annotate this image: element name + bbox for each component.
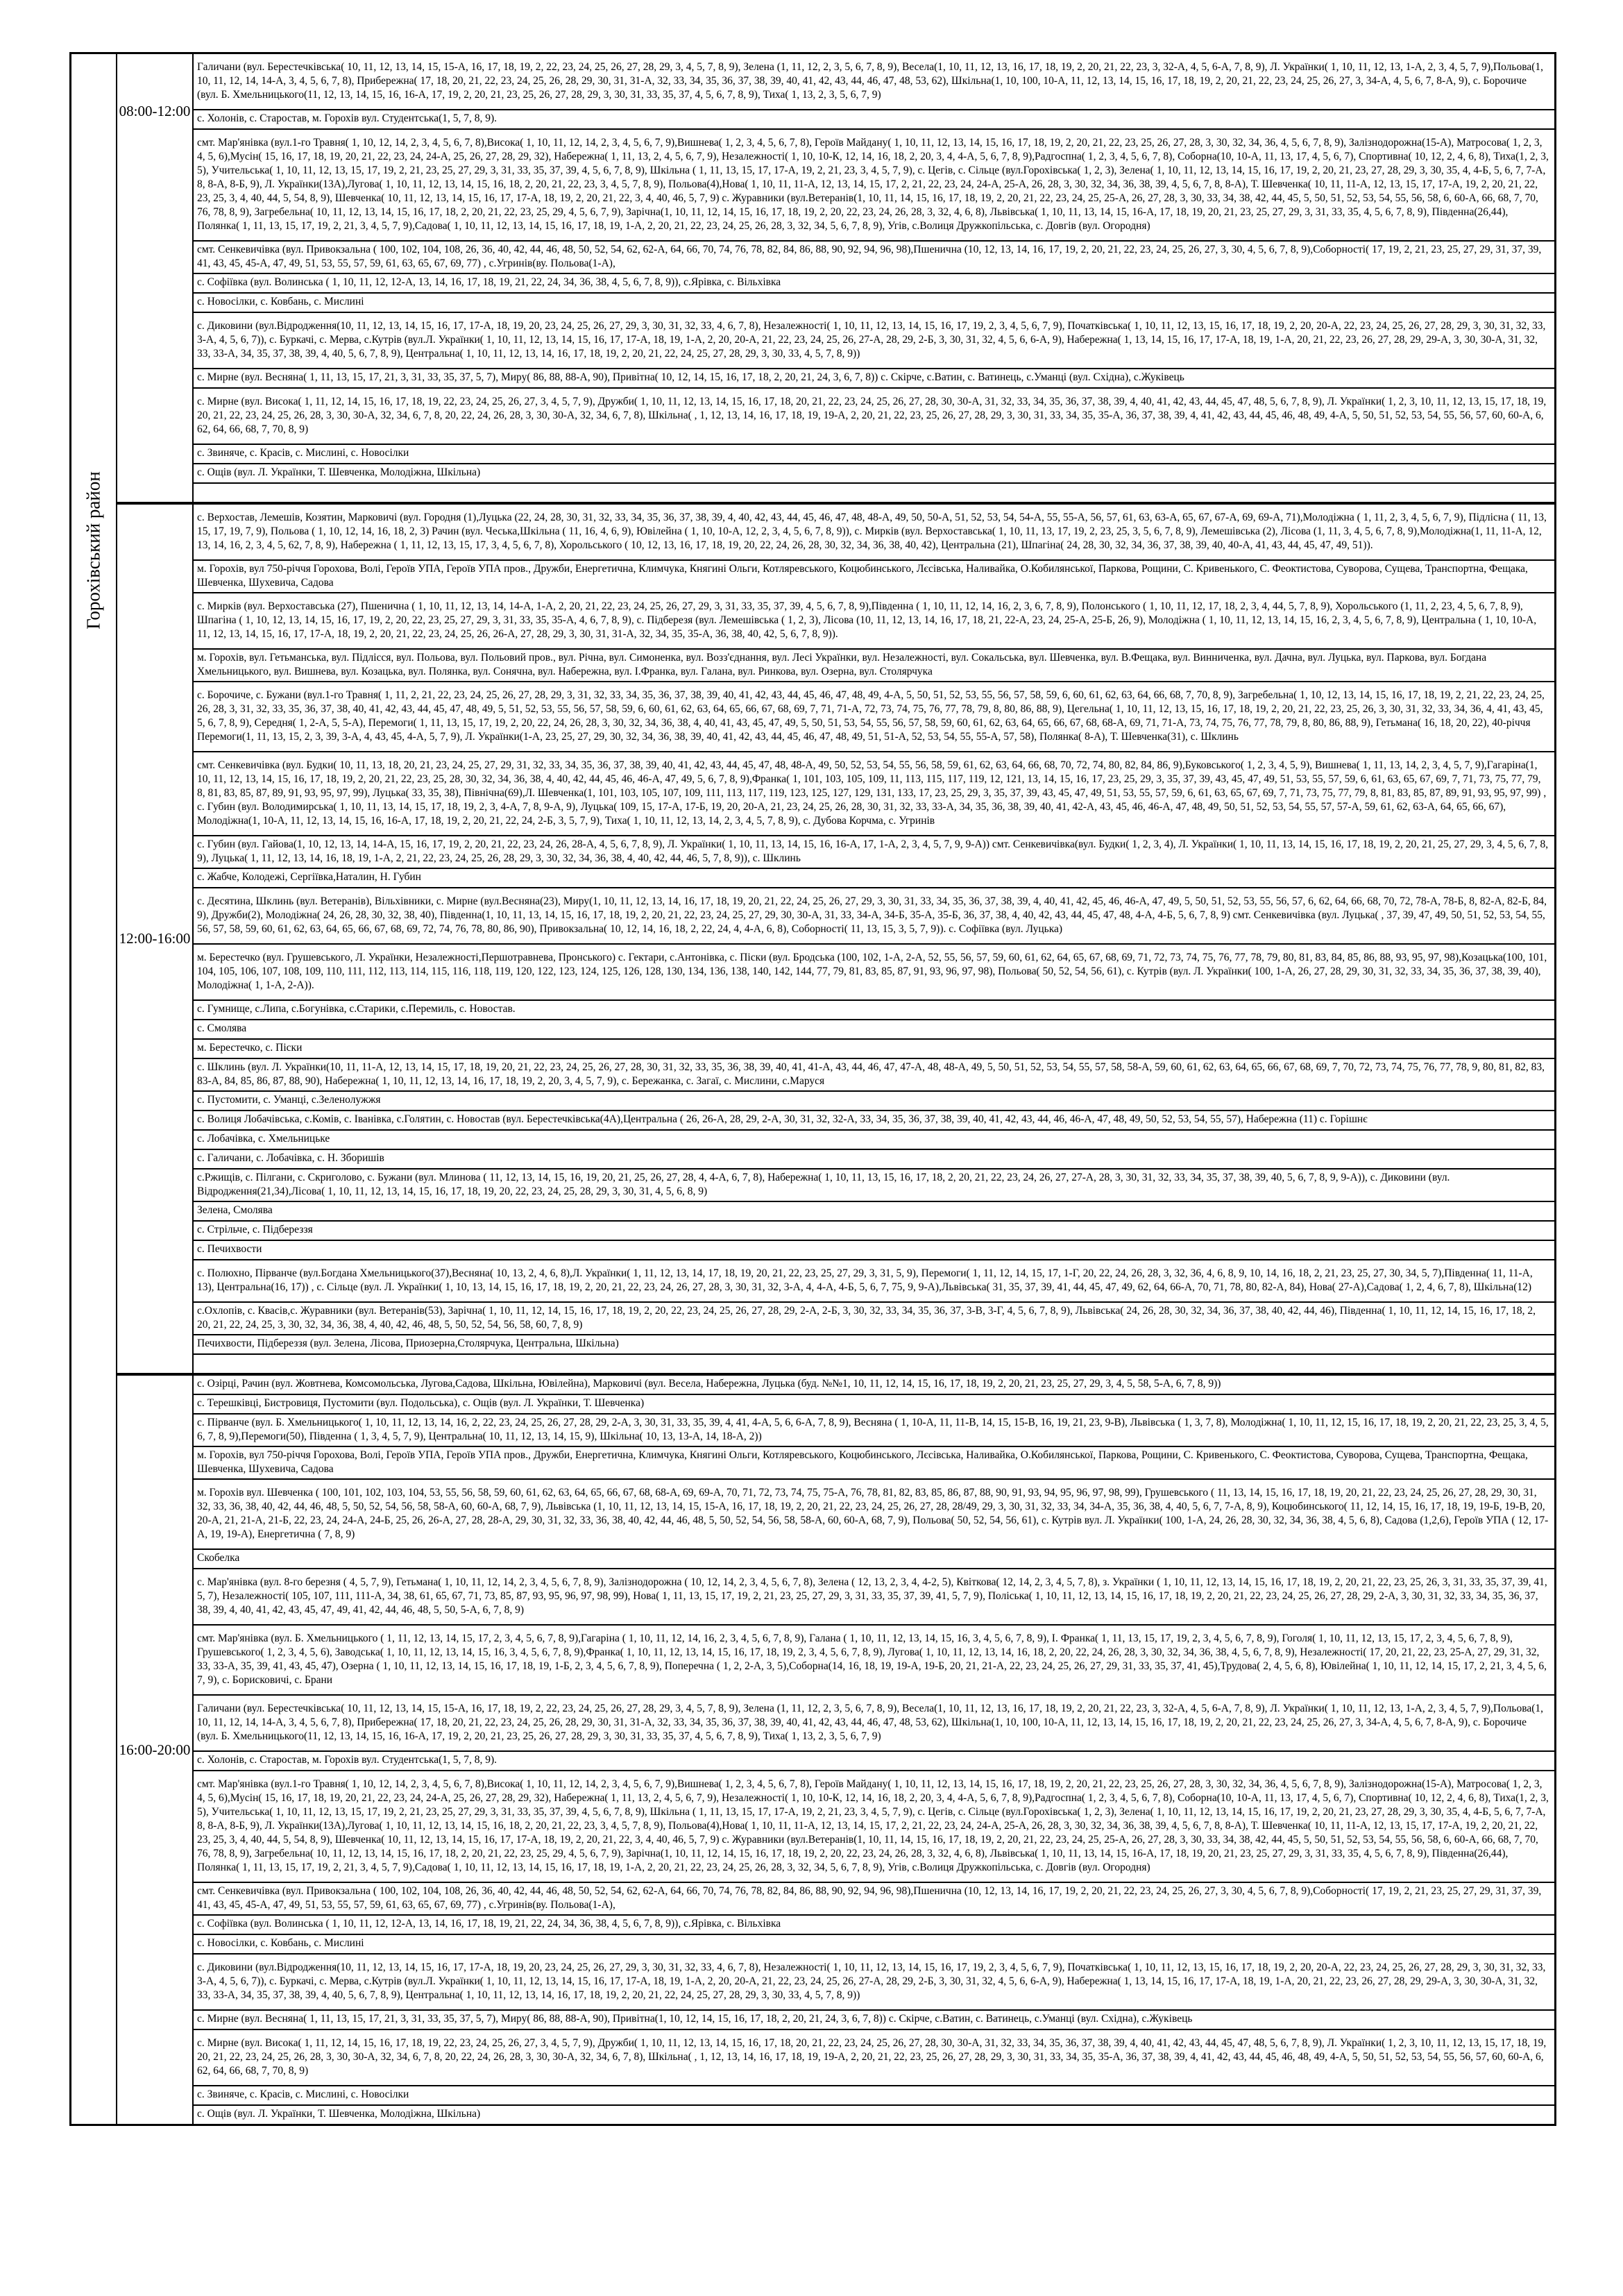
time-slot-label: 08:00-12:00 [119,103,191,119]
empty-row [194,484,1554,502]
schedule-row: м. Берестечко, с. Піски [194,1040,1554,1059]
empty-row [194,1355,1554,1373]
schedule-row: с. Волиця Лобачівська, с.Комів, с. Іванівка, с.Голятин, с. Новостав (вул. Берестечківська(4А),Центральна ( 26, 26-А, 28, 29, 2-А, 30, 31, 32, 32-А, 33, 34, 35, 36, 37, 38, 39, 40, 41, 42, 43, 44, 46, 46-А, 47, 48, 49, 50, 52, 53, 54, 55, 57), Набережна (11) с. Горішнє [194,1111,1554,1131]
schedule-row: с. Мирне (вул. Висока( 1, 11, 12, 14, 15, 16, 17, 18, 19, 22, 23, 24, 25, 26, 27, 3, 4, 5, 7, 9), Дружби( 1, 10, 11, 12, 13, 14, 15, 16, 17, 18, 20, 21, 22, 23, 24, 25, 26, 27, 28, 30, 30-А, 31, 32, 33, 34, 35, 36, 37, 38, 39, 4, 40, 41, 42, 43, 44, 45, 47, 48, 5, 6, 7, 8, 9), Л. Українки( 1, 2, 3, 10, 11, 12, 13, 15, 17, 18, 19, 20, 21, 22, 23, 24, 25, 26, 28, 3, 30, 30-А, 32, 34, 6, 7, 8, 20, 22, 24, 26, 28, 3, 30, 30-А, 32, 34, 6, 7, 8), Шкільна( , 1, 12, 13, 14, 16, 17, 18, 19, 19-А, 2, 20, 21, 22, 23, 25, 26, 27, 28, 29, 3, 30, 31, 33, 34, 35, 35-А, 36, 37, 38, 39, 4, 41, 42, 43, 44, 45, 46, 48, 49, 4-А, 5, 50, 51, 52, 53, 54, 55, 56, 57, 60, 60-А, 6, 62, 64, 66, 68, 7, 70, 8, 9) [194,389,1554,445]
schedule-row: с. Мирне (вул. Весняна( 1, 11, 13, 15, 17, 21, 3, 31, 33, 35, 37, 5, 7), Миру( 86, 88, 88-А, 90), Привітна( 10, 12, 14, 15, 16, 17, 18, 2, 20, 21, 24, 3, 6, 7, 8)) с. Скірче, с.Ватин, с. Ватинець, с.Уманці (вул. Східна), с.Жуківець [194,369,1554,389]
schedule-row: с.Ржищів, с. Пілгани, с. Скриголово, с. Бужани (вул. Млинова ( 11, 12, 13, 14, 15, 16, 19, 20, 21, 25, 26, 27, 28, 4, 4-А, 6, 7, 8), Набережна( 1, 10, 11, 13, 15, 16, 17, 18, 2, 20, 21, 22, 23, 24, 26, 27, 27-А, 28, 3, 30, 31, 32, 33, 34, 35, 37, 38, 39, 40, 5, 6, 7, 8, 9, 9-А)), с. Диковини (вул. Відродження(21,34),Лісова( 1, 10, 11, 12, 13, 14, 15, 16, 17, 18, 19, 20, 22, 23, 24, 25, 28, 29, 3, 30, 31, 4, 5, 6, 8, 9) [194,1170,1554,1202]
schedule-row: с. Полюхно, Пірванче (вул.Богдана Хмельницького(37),Весняна( 10, 13, 2, 4, 6, 8),Л. Українки( 1, 11, 12, 13, 14, 17, 18, 19, 20, 21, 22, 23, 25, 27, 29, 3, 31, 5, 9), Перемоги( 1, 11, 12, 14, 15, 17, 1-Г, 20, 22, 24, 26, 28, 3, 32, 36, 4, 6, 8, 9, 10, 14, 16, 18, 2, 21, 23, 25, 27, 30, 34, 5, 7),Південна( 11, 11-А, 13), Центральна(16, 17)) , с. Сільце (вул. Л. Українки( 1, 10, 13, 14, 15, 16, 17, 18, 19, 2, 20, 21, 22, 23, 24, 26, 27, 28, 3, 30, 31, 32, 3-А, 4, 4-А, 4-Б, 5, 6, 7, 75, 9, 9-А),Львівська( 31, 35, 37, 39, 41, 44, 45, 47, 49, 62, 64, 66-А, 70, 71, 78, 80, 82-А, 84), Нова( 27-А),Садова( 1, 2, 4, 6, 7, 8), Шкільна(12) [194,1260,1554,1303]
schedule-row: с. Губин (вул. Гайова(1, 10, 12, 13, 14, 14-А, 15, 16, 17, 19, 2, 20, 21, 22, 23, 24, 26, 28-А, 4, 5, 6, 7, 8, 9), Л. Українки( 1, 10, 11, 13, 14, 15, 16, 16-А, 17, 1-А, 2, 3, 4, 5, 7, 9, 9-А)) смт. Сенкевичівка(вул. Будки( 1, 2, 3, 4), Л. Українки( 1, 10, 11, 13, 14, 15, 16, 17, 18, 19, 2, 20, 21, 25, 27, 29, 3, 4, 5, 6, 7, 8, 9), Луцька( 1, 11, 12, 13, 14, 16, 18, 19, 1-А, 2, 21, 22, 23, 24, 25, 26, 28, 29, 3, 30, 32, 34, 36, 38, 4, 40, 42, 44, 46, 5, 7, 8, 9)), с. Шклинь [194,836,1554,869]
schedule-row: с.Охлопів, с. Квасів,с. Журавники (вул. Ветеранів(53), Зарічна( 1, 10, 11, 12, 14, 15, 16, 17, 18, 19, 2, 20, 22, 23, 24, 25, 26, 27, 28, 29, 2-А, 2-Б, 3, 30, 32, 33, 34, 35, 36, 37, 3-В, 3-Г, 4, 5, 6, 7, 8, 9), Львівська( 24, 26, 28, 30, 32, 34, 36, 37, 38, 40, 42, 44, 46), Південна( 1, 10, 11, 12, 14, 15, 16, 17, 18, 2, 20, 21, 22, 24, 25, 3, 30, 32, 34, 36, 38, 4, 40, 42, 46, 48, 5, 50, 52, 54, 56, 58, 60, 7, 8, 9) [194,1303,1554,1335]
schedule-row: с. Шклинь (вул. Л. Українки(10, 11, 11-А, 12, 13, 14, 15, 17, 18, 19, 20, 21, 22, 23, 24, 25, 26, 27, 28, 30, 31, 32, 33, 35, 36, 38, 39, 40, 41, 41-А, 43, 44, 46, 47, 47-А, 48, 48-А, 49, 5, 50, 51, 52, 53, 54, 55, 57, 58, 58-А, 59, 60, 61, 62, 63, 64, 65, 66, 67, 68, 69, 7, 70, 72, 73, 74, 75, 76, 77, 78, 9, 80, 81, 82, 83, 83-А, 84, 85, 86, 87, 88, 90), Набережна( 1, 10, 11, 12, 13, 14, 16, 17, 18, 19, 2, 20, 3, 4, 5, 7, 9), с. Бережанка, с. Загаї, с. Мислини, с.Маруся [194,1059,1554,1092]
schedule-rows [194,54,1554,502]
schedule-row: с. Новосілки, с. Ковбань, с. Мислині [194,1935,1554,1955]
time-slot-cell [117,1376,194,2124]
time-slot-cell [117,505,194,1373]
district-column [71,54,117,2124]
schedule-row: с. Жабче, Колодежі, Сергіївка,Наталин, Н. Губин [194,869,1554,888]
schedule-row: Галичани (вул. Берестечківська( 10, 11, 12, 13, 14, 15, 15-А, 16, 17, 18, 19, 2, 22, 23, 24, 25, 26, 27, 28, 29, 3, 4, 5, 7, 8, 9), Зелена (1, 11, 12, 2, 3, 5, 6, 7, 8, 9), Весела(1, 10, 11, 12, 13, 16, 17, 18, 19, 2, 20, 21, 22, 23, 3, 32-А, 4, 5, 6-А, 7, 8, 9), Л. Українки( 1, 10, 11, 12, 13, 1-А, 2, 3, 4, 5, 7, 9),Польова(1, 10, 11, 12, 14, 14-А, 3, 4, 5, 6, 7, 8), Прибережна( 17, 18, 20, 21, 22, 23, 24, 25, 26, 28, 29, 30, 31, 31-А, 32, 33, 34, 35, 36, 37, 38, 39, 40, 41, 42, 43, 44, 46, 47, 48, 53, 62), Шкільна(1, 10, 100, 10-А, 11, 12, 13, 14, 15, 16, 17, 18, 19, 2, 20, 21, 22, 23, 24, 25, 26, 27, 3, 34-А, 4, 5, 6, 7, 8-А, 9), с. Борочиче (вул. Б. Хмельницького(11, 12, 13, 14, 15, 16, 16-А, 17, 19, 2, 20, 21, 23, 25, 26, 27, 28, 29, 3, 30, 31, 33, 35, 37, 4, 5, 6, 7, 8, 9), Тиха( 1, 13, 2, 3, 5, 6, 7, 9) [194,54,1554,110]
outage-schedule-table [69,52,1556,2126]
schedule-row: с. Верхостав, Лемешів, Козятин, Марковичі (вул. Городня (1),Луцька (22, 24, 28, 30, 31, 32, 33, 34, 35, 36, 37, 38, 39, 4, 40, 42, 43, 44, 45, 46, 47, 48, 48-А, 49, 50, 50-А, 51, 52, 53, 54, 54-А, 55, 55-А, 56, 57, 61, 63, 63-А, 65, 67, 67-А, 69, 69-А, 71),Молодіжна ( 1, 11, 2, 3, 4, 5, 6, 7, 9), Підлісна ( 11, 13, 15, 17, 19, 7, 9), Польова ( 1, 10, 12, 14, 16, 18, 2, 3) Рачин (вул. Чеська,Шкільна ( 11, 16, 4, 6, 9), Ювілейна ( 1, 10, 10-А, 12, 2, 3, 4, 5, 6, 7, 8, 9)), с. Мирків (вул. Верхоставська( 1, 10, 11, 13, 17, 19, 2, 23, 25, 3, 5, 6, 7, 8, 9), Лемешівська (2), Лісова (1, 11, 3, 4, 5, 6, 7, 8, 9),Молодіжна(1, 11, 11-А, 12, 13, 14, 16, 2, 3, 4, 5, 62, 7, 8, 9), Набережна ( 1, 11, 12, 13, 15, 17, 3, 4, 5, 6, 7, 8), Хорольського ( 10, 12, 13, 16, 17, 18, 19, 20, 22, 24, 26, 28, 30, 32, 34, 36, 38, 40, 42), Центральна (21), Шпагіна( 24, 28, 30, 32, 34, 36, 37, 38, 39, 40, 40-А, 41, 43, 44, 45, 47, 49, 51)). [194,505,1554,561]
schedule-row: м. Горохів, вул 750-річчя Горохова, Волі, Героїв УПА, Героїв УПА пров., Дружби, Енергетична, Климчука, Княгині Ольги, Котляревського, Коцюбинського, Лєсівська, Наливайка, О.Кобилянської, Паркова, Рощини, С. Кривенького, С. Феоктистова, Суворова, Сущева, Транспортна, Фещака, Шевченка, Шухевича, Садова [194,1447,1554,1480]
schedule-rows [194,1376,1554,2124]
schedule-row: с. Печихвости [194,1241,1554,1260]
schedule-row: с. Холонів, с. Старостав, м. Горохів вул. Студентська(1, 5, 7, 8, 9). [194,1752,1554,1771]
schedule-row: с. Софіївка (вул. Волинська ( 1, 10, 11, 12, 12-А, 13, 14, 16, 17, 18, 19, 21, 22, 24, 34, 36, 38, 4, 5, 6, 7, 8, 9)), с.Ярівка, с. Вільхівка [194,1916,1554,1935]
schedule-row: с. Диковини (вул.Відродження(10, 11, 12, 13, 14, 15, 16, 17, 17-А, 18, 19, 20, 23, 24, 25, 26, 27, 29, 3, 30, 31, 32, 33, 4, 6, 7, 8), Незалежності( 1, 10, 11, 12, 13, 14, 15, 16, 17, 19, 2, 3, 4, 5, 6, 7, 9), Початківська( 1, 10, 11, 12, 13, 15, 16, 17, 18, 19, 2, 20, 20-А, 22, 23, 24, 25, 26, 27, 28, 29, 3, 30, 31, 32, 33, 3-А, 4, 5, 6, 7)), с. Буркачі, с. Мерва, с.Кутрів (вул.Л. Українки( 1, 10, 11, 12, 13, 14, 15, 16, 17, 17-А, 18, 19, 1-А, 2, 20, 20-А, 21, 22, 23, 24, 25, 26, 27-А, 28, 29, 2-Б, 3, 30, 31, 32, 4, 5, 6, 6-А, 9), Набережна( 1, 13, 14, 15, 16, 17, 17-А, 18, 19, 1-А, 20, 21, 22, 23, 26, 27, 28, 29, 29-А, 3, 30, 30-А, 31, 32, 33, 33-А, 34, 35, 37, 38, 39, 4, 40, 5, 6, 7, 8, 9), Центральна( 1, 10, 11, 12, 13, 14, 16, 17, 18, 19, 2, 20, 21, 22, 24, 25, 27, 28, 29, 3, 30, 33, 4, 5, 7, 8, 9)) [194,1955,1554,2011]
schedule-row: с. Гумнище, с.Липа, с.Богунівка, с.Старики, с.Перемиль, с. Новостав. [194,1001,1554,1020]
schedule-row: с. Звиняче, с. Красів, с. Мислині, с. Новосілки [194,2086,1554,2106]
schedule-row: м. Горохів, вул 750-річчя Горохова, Волі, Героїв УПА, Героїв УПА пров., Дружби, Енергетична, Климчука, Княгині Ольги, Котляревського, Коцюбинського, Лєсівська, Наливайка, О.Кобилянської, Паркова, Рощини, С. Кривенького, С. Феоктистова, Суворова, Сущева, Транспортна, Фещака, Шевченка, Шухевича, Садова [194,561,1554,593]
time-slot-cell [117,54,194,502]
schedule-row: м. Горохів вул. Шевченка ( 100, 101, 102, 103, 104, 53, 55, 56, 58, 59, 60, 61, 62, 63, 64, 65, 66, 67, 68, 68-А, 69, 69-А, 70, 71, 72, 73, 74, 75, 75-А, 76, 78, 81, 82, 83, 85, 86, 87, 88, 90, 91, 93, 94, 95, 96, 97, 98, 99), Грушевського ( 11, 13, 14, 15, 16, 17, 18, 19, 20, 21, 22, 23, 24, 25, 26, 27, 28, 29, 30, 31, 32, 33, 36, 38, 40, 42, 44, 46, 48, 5, 50, 52, 54, 56, 58, 58-А, 60, 60-А, 68, 7, 9), Львівська (1, 10, 11, 12, 13, 14, 15, 15-А, 16, 17, 18, 19, 2, 20, 21, 22, 23, 24, 25, 26, 27, 28, 28/49, 29, 3, 30, 31, 32, 33, 34, 34-А, 35, 36, 38, 4, 40, 5, 6, 7, 7-А, 8, 9), Коцюбинського( 11, 12, 14, 15, 16, 17, 18, 19, 19-Б, 19-В, 20, 20-А, 21, 21-А, 21-Б, 22, 23, 24, 24-А, 24-Б, 25, 26, 26-А, 27, 28, 28-А, 29, 30, 31, 32, 33, 36, 38, 40, 42, 44, 46, 48, 5, 50, 52, 54, 56, 58, 58-А, 60, 60-А, 68, 7, 9), Польова( 50, 52, 54, 56, 61), с. Кутрів вул. Л. Українки( 100, 1-А, 24, 26, 28, 30, 32, 34, 36, 38, 4, 5, 6, 8), Садова (1,2,6), Героїв УПА ( 12, 17-А, 19, 19-А), Енергетична ( 7, 8, 9) [194,1480,1554,1550]
time-block [117,505,1554,1376]
time-block [117,1376,1554,2124]
schedule-row: с. Озірці, Рачин (вул. Жовтнева, Комсомольська, Лугова,Садова, Шкільна, Ювілейна), Марковичі (вул. Весела, Набережна, Луцька (буд. №№1, 10, 11, 12, 14, 15, 16, 17, 18, 19, 2, 20, 21, 23, 25, 27, 29, 3, 4, 5, 58, 5-А, 6, 7, 8, 9)) [194,1376,1554,1395]
schedule-row: с. Диковини (вул.Відродження(10, 11, 12, 13, 14, 15, 16, 17, 17-А, 18, 19, 20, 23, 24, 25, 26, 27, 29, 3, 30, 31, 32, 33, 4, 6, 7, 8), Незалежності( 1, 10, 11, 12, 13, 14, 15, 16, 17, 19, 2, 3, 4, 5, 6, 7, 9), Початківська( 1, 10, 11, 12, 13, 15, 16, 17, 18, 19, 2, 20, 20-А, 22, 23, 24, 25, 26, 27, 28, 29, 3, 30, 31, 32, 33, 3-А, 4, 5, 6, 7)), с. Буркачі, с. Мерва, с.Кутрів (вул.Л. Українки( 1, 10, 11, 12, 13, 14, 15, 16, 17, 17-А, 18, 19, 1-А, 2, 20, 20-А, 21, 22, 23, 24, 25, 26, 27-А, 28, 29, 2-Б, 3, 30, 31, 32, 4, 5, 6, 6-А, 9), Набережна( 1, 13, 14, 15, 16, 17, 17-А, 18, 19, 1-А, 20, 21, 22, 23, 26, 27, 28, 29, 29-А, 3, 30, 30-А, 31, 32, 33, 33-А, 34, 35, 37, 38, 39, 4, 40, 5, 6, 7, 8, 9), Центральна( 1, 10, 11, 12, 13, 14, 16, 17, 18, 19, 2, 20, 21, 22, 24, 25, 27, 28, 29, 3, 30, 33, 4, 5, 7, 8, 9)) [194,313,1554,369]
schedule-row: с. Десятина, Шклинь (вул. Ветеранів), Вільхівники, с. Мирне (вул.Весняна(23), Миру(1, 10, 11, 12, 13, 14, 16, 17, 18, 19, 20, 21, 22, 24, 25, 26, 27, 29, 3, 30, 31, 33, 34, 35, 36, 37, 38, 39, 4, 40, 41, 42, 45, 46, 46-А, 47, 49, 5, 50, 51, 52, 53, 55, 56, 57, 6, 62, 64, 66, 68, 70, 72, 78-А, 78-Б, 8, 82-А, 82-Б, 84, 9), Дружби(2), Молодіжна( 24, 26, 28, 30, 32, 38, 40), Південна(1, 10, 11, 13, 14, 15, 16, 17, 18, 19, 2, 20, 21, 22, 23, 24, 25, 27, 29, 30, 30-А, 31, 33, 34-А, 34-Б, 35-А, 35-Б, 36, 37, 38, 4, 40, 42, 43, 44, 45, 47, 48, 4-А, 4-Б, 5, 6, 7, 8, 9) смт. Сенкевичівка (вул. Луцька( , 37, 39, 47, 49, 50, 51, 52, 53, 54, 55, 56, 57, 58, 59, 60, 61, 62, 63, 64, 65, 66, 67, 68, 69, 72, 74, 76, 78, 80, 86, 90), Привокзальна( 10, 12, 14, 16, 18, 2, 22, 24, 4, 4-А, 6, 8), Соборності( 11, 13, 15, 3, 5, 7, 9)). с. Софіївка (вул. Луцька) [194,888,1554,945]
time-slot-label: 12:00-16:00 [119,930,191,947]
schedule-row: с. Стрільче, с. Підбереззя [194,1222,1554,1241]
schedule-row: с. Ощів (вул. Л. Українки, Т. Шевченка, Молодіжна, Шкільна) [194,464,1554,484]
schedule-row: м. Горохів, вул. Гетьманська, вул. Підлісся, вул. Польова, вул. Польовий пров., вул. Річна, вул. Симоненка, вул. Возз'єднання, вул. Лесі Українки, вул. Незалежності, вул. Сокальська, вул. Шевченка, вул. В.Фещака, вул. Винниченка, вул. Дачна, вул. Луцька, вул. Паркова, вул. Богдана Хмельницького, вул. Вишнева, вул. Козацька, вул. Полянка, вул. Сонячна, вул. Набережна, вул. І.Франка, вул. Галана, вул. Ринкова, вул. Озерна, вул. Столярчука [194,650,1554,682]
schedule-row: Галичани (вул. Берестечківська( 10, 11, 12, 13, 14, 15, 15-А, 16, 17, 18, 19, 2, 22, 23, 24, 25, 26, 27, 28, 29, 3, 4, 5, 7, 8, 9), Зелена (1, 11, 12, 2, 3, 5, 6, 7, 8, 9), Весела(1, 10, 11, 12, 13, 16, 17, 18, 19, 2, 20, 21, 22, 23, 3, 32-А, 4, 5, 6-А, 7, 8, 9), Л. Українки( 1, 10, 11, 12, 13, 1-А, 2, 3, 4, 5, 7, 9),Польова(1, 10, 11, 12, 14, 14-А, 3, 4, 5, 6, 7, 8), Прибережна( 17, 18, 20, 21, 22, 23, 24, 25, 26, 28, 29, 30, 31, 31-А, 32, 33, 34, 35, 36, 37, 38, 39, 40, 41, 42, 43, 44, 46, 47, 48, 53, 62), Шкільна(1, 10, 100, 10-А, 11, 12, 13, 14, 15, 16, 17, 18, 19, 2, 20, 21, 22, 23, 24, 25, 26, 27, 3, 34-А, 4, 5, 6, 7, 8-А, 9), с. Борочиче (вул. Б. Хмельницького(11, 12, 13, 14, 15, 16, 16-А, 17, 19, 2, 20, 21, 23, 25, 26, 27, 28, 29, 3, 30, 31, 33, 35, 37, 4, 5, 6, 7, 8, 9), Тиха( 1, 13, 2, 3, 5, 6, 7, 9) [194,1696,1554,1752]
schedule-row: с. Мирків (вул. Верхоставська (27), Пшенична ( 1, 10, 11, 12, 13, 14, 14-А, 1-А, 2, 20, 21, 22, 23, 24, 25, 26, 27, 29, 3, 31, 33, 35, 37, 39, 4, 5, 6, 7, 8, 9),Південна ( 1, 10, 11, 12, 14, 16, 2, 3, 6, 7, 8, 9), Полонського ( 1, 10, 11, 12, 17, 18, 2, 3, 4, 44, 5, 7, 8, 9), Хорольського (1, 11, 2, 23, 4, 5, 6, 7, 8, 9), Шпагіна ( 1, 10, 12, 13, 14, 15, 16, 17, 19, 2, 20, 22, 23, 25, 27, 29, 3, 31, 33, 35, 35-А, 4, 6, 7, 8, 9), с. Підберезя (вул. Лемешівська ( 1, 2, 3), Лісова (10, 11, 12, 13, 14, 16, 17, 18, 21, 22-А, 23, 24, 25-А, 25-Б, 26, 9), Молодіжна ( 1, 10, 11, 12, 13, 14, 15, 16, 2, 3, 4, 5, 6, 7, 8, 9), Центральна ( 1, 10, 10-А, 11, 12, 13, 14, 15, 16, 17, 17-А, 18, 19, 2, 20, 21, 22, 23, 24, 25, 26, 26-А, 27, 28, 29, 3, 30, 31, 31-А, 32, 34, 35, 35-А, 36, 38, 40, 42, 5, 6, 7, 8, 9)). [194,593,1554,650]
schedule-row: с. Галичани, с. Лобачівка, с. Н. Зборишів [194,1150,1554,1170]
schedule-row: м. Берестечко (вул. Грушевського, Л. Українки, Незалежності,Першотравнева, Пронського) с. Гектари, с.Антонівка, с. Піски (вул. Бродська (100, 102, 1-А, 2-А, 52, 55, 56, 57, 59, 60, 61, 62, 64, 65, 67, 68, 69, 71, 72, 73, 74, 75, 76, 77, 78, 79, 80, 81, 83, 84, 85, 86, 88, 93, 95, 97, 98),Козацька(100, 101, 104, 105, 106, 107, 108, 109, 110, 111, 112, 113, 114, 115, 116, 118, 119, 120, 122, 123, 124, 125, 126, 128, 130, 134, 136, 138, 140, 142, 144, 77, 79, 81, 83, 85, 87, 91, 93, 96, 97, 98), Польова( 50, 52, 54, 56, 61), с. Кутрів (вул. Л. Українки( 100, 1-А, 26, 27, 28, 29, 30, 31, 32, 33, 34, 35, 36, 37, 38, 39, 40), Молодіжна( 1, 1-А, 2-А)). [194,945,1554,1001]
schedule-row: смт. Сенкевичівка (вул. Привокзальна ( 100, 102, 104, 108, 26, 36, 40, 42, 44, 46, 48, 50, 52, 54, 62, 62-А, 64, 66, 70, 74, 76, 78, 82, 84, 86, 88, 90, 92, 94, 96, 98),Пшенична (10, 12, 13, 14, 16, 17, 19, 2, 20, 21, 22, 23, 24, 25, 26, 27, 3, 30, 4, 5, 6, 7, 8, 9),Соборності( 17, 19, 2, 21, 23, 25, 27, 29, 31, 37, 39, 41, 43, 45, 45-А, 47, 49, 51, 53, 55, 57, 59, 61, 63, 65, 67, 69, 77) , с.Угринів(ву. Польова(1-А), [194,1883,1554,1916]
time-blocks [117,54,1554,2124]
time-block [117,54,1554,505]
schedule-row: с. Борочиче, с. Бужани (вул.1-го Травня( 1, 11, 2, 21, 22, 23, 24, 25, 26, 27, 28, 29, 3, 31, 32, 33, 34, 35, 36, 37, 38, 39, 40, 41, 42, 43, 44, 45, 46, 47, 48, 49, 4-А, 5, 50, 51, 52, 53, 55, 56, 57, 58, 59, 6, 60, 61, 62, 63, 64, 66, 68, 7, 70, 8, 9), Загребельна( 1, 10, 12, 13, 14, 15, 16, 17, 18, 19, 2, 21, 22, 23, 24, 25, 26, 28, 3, 31, 32, 33, 35, 36, 37, 38, 40, 41, 42, 43, 44, 45, 47, 48, 49, 5, 51, 52, 53, 55, 56, 57, 58, 59, 6, 60, 61, 62, 63, 64, 65, 66, 67, 68, 69, 7, 71, 71-А, 72, 73, 74, 75, 76, 77, 78, 79, 8, 80, 86, 88, 9), Цегельна( 1, 10, 11, 12, 13, 15, 16, 17, 18, 19, 2, 20, 21, 22, 23, 25, 26, 3, 30, 31, 32, 33, 34, 36, 4, 41, 43, 45, 5, 6, 7, 8, 9), Середня( 1, 2-А, 5, 5-А), Перемоги( 1, 11, 13, 15, 17, 19, 2, 20, 22, 24, 26, 28, 3, 30, 32, 34, 36, 38, 4, 40, 41, 43, 45, 47, 49, 5, 50, 51, 53, 54, 55, 56, 57, 58, 59, 60, 61, 62, 63, 64, 65, 66, 67, 68, 68-А, 69, 71, 71-А, 73, 74, 75, 76, 77, 78, 79, 8, 80, 86, 88, 9), Гетьмана( 16, 18, 20, 22), 40-річчя Перемоги(1, 11, 13, 15, 2, 3, 39, 3-А, 4, 43, 45, 4-А, 5, 7, 9), Л. Українки(1-А, 23, 25, 27, 29, 30, 32, 34, 36, 38, 39, 40, 41, 42, 43, 44, 45, 46, 47, 48, 49, 51, 51-А, 52, 53, 54, 55, 55-А, 57, 58), Полянка( 8-А), Т. Шевченка(31), с. Шклинь [194,682,1554,752]
schedule-row: Скобелка [194,1550,1554,1569]
schedule-row: с. Новосілки, с. Ковбань, с. Мислині [194,294,1554,313]
schedule-row: с. Мирне (вул. Весняна( 1, 11, 13, 15, 17, 21, 3, 31, 33, 35, 37, 5, 7), Миру( 86, 88, 88-А, 90), Привітна(1, 10, 12, 14, 15, 16, 17, 18, 2, 20, 21, 24, 3, 6, 7, 8)) с. Скірче, с.Ватин, с. Ватинець, с.Уманці (вул. Східна), с.Жуківець [194,2011,1554,2030]
schedule-row: смт. Мар'янівка (вул.1-го Травня( 1, 10, 12, 14, 2, 3, 4, 5, 6, 7, 8),Висока( 1, 10, 11, 12, 14, 2, 3, 4, 5, 6, 7, 9),Вишнева( 1, 2, 3, 4, 5, 6, 7, 8), Героїв Майдану( 1, 10, 11, 12, 13, 14, 15, 16, 17, 18, 19, 2, 20, 21, 22, 23, 25, 26, 27, 28, 3, 30, 32, 34, 36, 4, 5, 6, 7, 8, 9), Залізнодорожна(15-А), Матросова( 1, 2, 3, 4, 5, 6),Мусін( 15, 16, 17, 18, 19, 20, 21, 22, 23, 24, 24-А, 25, 26, 27, 28, 29, 32), Набережна( 1, 11, 13, 2, 4, 5, 6, 7, 9), Незалежності( 1, 10, 10-К, 12, 14, 16, 18, 2, 20, 3, 4, 4-А, 5, 6, 7, 8, 9),Радгоспна( 1, 2, 3, 4, 5, 6, 7, 8), Соборна(10, 10-А, 11, 13, 17, 4, 5, 6, 7), Спортивна( 10, 12, 2, 4, 6, 8), Тиха(1, 2, 3, 5), Учительська( 1, 10, 11, 12, 13, 15, 17, 19, 2, 21, 23, 25, 27, 29, 3, 31, 33, 35, 37, 39, 4, 5, 6, 7, 8, 9), Шкільна ( 1, 11, 13, 15, 17, 17-А, 19, 2, 21, 23, 3, 4, 5, 7, 9), с. Цегів, с. Сільце (вул.Горохівська( 1, 2, 3), Зелена( 1, 10, 11, 12, 13, 14, 15, 16, 17, 19, 2, 20, 21, 23, 27, 28, 29, 3, 30, 35, 4, 4-Б, 5, 6, 7, 7-А, 8, 8-А, 8-Б, 9), Л. Українки(13А),Лугова( 1, 10, 11, 12, 13, 14, 15, 16, 18, 2, 20, 21, 22, 23, 3, 4, 5, 7, 8, 9), Польова(4),Нова( 1, 10, 11, 11-А, 12, 13, 14, 15, 17, 2, 21, 22, 23, 24, 24-А, 25-А, 26, 28, 3, 30, 32, 34, 36, 38, 39, 4, 5, 6, 7, 8, 8-А), Т. Шевченка( 10, 11, 11-А, 12, 13, 15, 17, 17-А, 19, 2, 20, 21, 22, 23, 25, 3, 4, 40, 44, 5, 54, 8, 9), Шевченка( 10, 11, 12, 13, 14, 15, 16, 17, 17-А, 18, 19, 2, 20, 21, 22, 3, 4, 40, 46, 5, 7, 9) с. Журавники (вул.Ветеранів(1, 10, 11, 14, 15, 16, 17, 18, 19, 2, 20, 21, 22, 23, 24, 25, 25-А, 26, 27, 28, 3, 30, 33, 34, 38, 42, 44, 45, 5, 50, 51, 52, 53, 54, 55, 56, 58, 6, 60-А, 66, 68, 7, 70, 76, 78, 8, 9), Загребельна( 10, 11, 12, 13, 14, 15, 16, 17, 18, 2, 20, 21, 22, 23, 25, 29, 4, 5, 6, 7, 9), Зарічна(1, 10, 11, 12, 14, 15, 16, 17, 18, 19, 2, 20, 22, 23, 24, 26, 28, 3, 32, 4, 6, 8), Львівська( 1, 10, 11, 13, 14, 15, 16-А, 17, 18, 19, 20, 21, 23, 25, 27, 29, 3, 31, 33, 35, 4, 5, 6, 7, 8, 9), Південна(26,44), Полянка( 1, 11, 13, 15, 17, 19, 2, 21, 3, 4, 5, 7, 9),Садова( 1, 10, 11, 12, 13, 14, 15, 16, 17, 18, 19, 1-А, 2, 20, 21, 22, 23, 24, 25, 26, 28, 3, 32, 34, 5, 6, 7, 8, 9), Угів, с.Волиця Дружкопільська, с. Довгів (вул. Огородня) [194,1771,1554,1883]
schedule-row: Зелена, Смолява [194,1202,1554,1222]
schedule-row: с. Терешківці, Бистровиця, Пустомити (вул. Подольська), с. Ощів (вул. Л. Українки, Т. Шевченка) [194,1395,1554,1415]
schedule-row: с. Лобачівка, с. Хмельницьке [194,1131,1554,1150]
schedule-row: с. Ощів (вул. Л. Українки, Т. Шевченка, Молодіжна, Шкільна) [197,2108,481,2120]
schedule-row: с. Софіївка (вул. Волинська ( 1, 10, 11, 12, 12-А, 13, 14, 16, 17, 18, 19, 21, 22, 24, 34, 36, 38, 4, 5, 6, 7, 8, 9)), с.Ярівка, с. Вільхівка [194,274,1554,294]
time-slot-label: 16:00-20:00 [119,1741,191,1758]
schedule-row: с. Мирне (вул. Висока( 1, 11, 12, 14, 15, 16, 17, 18, 19, 22, 23, 24, 25, 26, 27, 3, 4, 5, 7, 9), Дружби( 1, 10, 11, 12, 13, 14, 15, 16, 17, 18, 20, 21, 22, 23, 24, 25, 26, 27, 28, 30, 30-А, 31, 32, 33, 34, 35, 36, 37, 38, 39, 4, 40, 41, 42, 43, 44, 45, 47, 48, 5, 6, 7, 8, 9), Л. Українки( 1, 2, 3, 10, 11, 12, 13, 15, 17, 18, 19, 20, 21, 22, 23, 24, 25, 26, 28, 3, 30, 30-А, 32, 34, 6, 7, 8, 20, 22, 24, 26, 28, 3, 30, 30-А, 32, 34, 6, 7, 8), Шкільна( , 1, 12, 13, 14, 16, 17, 18, 19, 19-А, 2, 20, 21, 22, 23, 25, 26, 27, 28, 29, 3, 30, 31, 33, 34, 35, 35-А, 36, 37, 38, 39, 4, 41, 42, 43, 44, 45, 46, 48, 49, 4-А, 5, 50, 51, 52, 53, 54, 55, 56, 57, 60, 60-А, 6, 62, 64, 66, 68, 7, 70, 8, 9) [194,2030,1554,2086]
schedule-row: с. Пірванче (вул. Б. Хмельницького( 1, 10, 11, 12, 13, 14, 16, 2, 22, 23, 24, 25, 26, 27, 28, 29, 2-А, 3, 30, 31, 33, 35, 39, 4, 41, 4-А, 5, 6, 6-А, 7, 8, 9), Весняна ( 1, 10-А, 11, 11-В, 14, 15, 15-В, 16, 19, 21, 23, 9-В), Львівська ( 1, 3, 7, 8), Молодіжна( 1, 10, 11, 12, 15, 16, 17, 18, 19, 2, 20, 21, 22, 23, 25, 3, 4, 5, 6, 7, 8, 9),Перемоги(50), Південна ( 1, 3, 4, 5, 7, 9), Центральна( 10, 11, 12, 13, 14, 15, 9), Шкільна( 10, 13, 13-А, 14, 18-А, 2)) [194,1415,1554,1447]
schedule-row: с. Смолява [194,1020,1554,1040]
schedule-row: смт. Мар'янівка (вул.1-го Травня( 1, 10, 12, 14, 2, 3, 4, 5, 6, 7, 8),Висока( 1, 10, 11, 12, 14, 2, 3, 4, 5, 6, 7, 9),Вишнева( 1, 2, 3, 4, 5, 6, 7, 8), Героїв Майдану( 1, 10, 11, 12, 13, 14, 15, 16, 17, 18, 19, 2, 20, 21, 22, 23, 25, 26, 27, 28, 3, 30, 32, 34, 36, 4, 5, 6, 7, 8, 9), Залізнодорожна(15-А), Матросова( 1, 2, 3, 4, 5, 6),Мусін( 15, 16, 17, 18, 19, 20, 21, 22, 23, 24, 24-А, 25, 26, 27, 28, 29, 32), Набережна( 1, 11, 13, 2, 4, 5, 6, 7, 9), Незалежності( 1, 10, 10-К, 12, 14, 16, 18, 2, 20, 3, 4, 4-А, 5, 6, 7, 8, 9),Радгоспна( 1, 2, 3, 4, 5, 6, 7, 8), Соборна(10, 10-А, 11, 13, 17, 4, 5, 6, 7), Спортивна( 10, 12, 2, 4, 6, 8), Тиха(1, 2, 3, 5), Учительська( 1, 10, 11, 12, 13, 15, 17, 19, 2, 21, 23, 25, 27, 29, 3, 31, 33, 35, 37, 39, 4, 5, 6, 7, 8, 9), Шкільна ( 1, 11, 13, 15, 17, 17-А, 19, 2, 21, 23, 3, 4, 5, 7, 9), с. Цегів, с. Сільце (вул.Горохівська( 1, 2, 3), Зелена( 1, 10, 11, 12, 13, 14, 15, 16, 17, 19, 2, 20, 21, 23, 27, 28, 29, 3, 30, 35, 4, 4-Б, 5, 6, 7, 7-А, 8, 8-А, 8-Б, 9), Л. Українки(13А),Лугова( 1, 10, 11, 12, 13, 14, 15, 16, 18, 2, 20, 21, 22, 23, 3, 4, 5, 7, 8, 9), Польова(4),Нова( 1, 10, 11, 11-А, 12, 13, 14, 15, 17, 2, 21, 22, 23, 24, 24-А, 25-А, 26, 28, 3, 30, 32, 34, 36, 38, 39, 4, 5, 6, 7, 8, 8-А), Т. Шевченка( 10, 11, 11-А, 12, 13, 15, 17, 17-А, 19, 2, 20, 21, 22, 23, 25, 3, 4, 40, 44, 5, 54, 8, 9), Шевченка( 10, 11, 12, 13, 14, 15, 16, 17, 17-А, 18, 19, 2, 20, 21, 22, 3, 4, 40, 46, 5, 7, 9) с. Журавники (вул.Ветеранів(1, 10, 11, 14, 15, 16, 17, 18, 19, 2, 20, 21, 22, 23, 24, 25, 25-А, 26, 27, 28, 3, 30, 33, 34, 38, 42, 44, 45, 5, 50, 51, 52, 53, 54, 55, 56, 58, 6, 60-А, 66, 68, 7, 70, 76, 78, 8, 9), Загребельна( 10, 11, 12, 13, 14, 15, 16, 17, 18, 2, 20, 21, 22, 23, 25, 29, 4, 5, 6, 7, 9), Зарічна(1, 10, 11, 12, 14, 15, 16, 17, 18, 19, 2, 20, 22, 23, 24, 26, 28, 3, 32, 4, 6, 8), Львівська( 1, 10, 11, 13, 14, 15, 16-А, 17, 18, 19, 20, 21, 23, 25, 27, 29, 3, 31, 33, 35, 4, 5, 6, 7, 8, 9), Південна(26,44), Полянка( 1, 11, 13, 15, 17, 19, 2, 21, 3, 4, 5, 7, 9),Садова( 1, 10, 11, 12, 13, 14, 15, 16, 17, 18, 19, 1-А, 2, 20, 21, 22, 23, 24, 25, 26, 28, 3, 32, 34, 5, 6, 7, 8, 9), Угів, с.Волиця Дружкопільська, с. Довгів (вул. Огородня) [194,130,1554,242]
schedule-row: Печихвости, Підбереззя (вул. Зелена, Лісова, Приозерна,Столярчука, Центральна, Шкільна) [194,1335,1554,1355]
schedule-row: с. Звиняче, с. Красів, с. Мислині, с. Новосілки [194,445,1554,464]
schedule-row: смт. Сенкевичівка (вул. Привокзальна ( 100, 102, 104, 108, 26, 36, 40, 42, 44, 46, 48, 50, 52, 54, 62, 62-А, 64, 66, 70, 74, 76, 78, 82, 84, 86, 88, 90, 92, 94, 96, 98),Пшенична (10, 12, 13, 14, 16, 17, 19, 2, 20, 21, 22, 23, 24, 25, 26, 27, 3, 30, 4, 5, 6, 7, 8, 9),Соборності( 17, 19, 2, 21, 23, 25, 27, 29, 31, 37, 39, 41, 43, 45, 45-А, 47, 49, 51, 53, 55, 57, 59, 61, 63, 65, 67, 69, 77) , с.Угринів(ву. Польова(1-А), [194,242,1554,274]
schedule-row: с. Холонів, с. Старостав, м. Горохів вул. Студентська(1, 5, 7, 8, 9). [194,110,1554,130]
district-label: Горохівський район [83,471,104,630]
schedule-row: с. Пустомити, с. Уманці, с.Зеленолужжя [194,1092,1554,1111]
schedule-row: с. Мар'янівка (вул. 8-го березня ( 4, 5, 7, 9), Гетьмана( 1, 10, 11, 12, 14, 2, 3, 4, 5, 6, 7, 8, 9), Залізнодорожна ( 10, 12, 14, 2, 3, 4, 5, 6, 7, 8), Зелена ( 12, 13, 2, 3, 4, 4-2, 5), Квіткова( 12, 14, 2, 3, 4, 5, 7, 8), з. Українки ( 1, 10, 11, 12, 13, 14, 15, 16, 17, 18, 19, 2, 20, 21, 22, 23, 25, 26, 3, 31, 33, 35, 37, 39, 41, 5, 7), Незалежності( 105, 107, 111, 111-А, 34, 38, 61, 65, 67, 71, 73, 85, 87, 93, 95, 96, 97, 98, 99), Нова( 1, 11, 13, 15, 17, 19, 2, 21, 23, 25, 27, 29, 3, 31, 33, 35, 37, 39, 41, 5, 7, 9), Поліська( 1, 10, 11, 12, 13, 14, 15, 16, 17, 18, 19, 2, 20, 21, 22, 23, 24, 25, 26, 27, 28, 29, 2-А, 3, 30, 31, 32, 33, 34, 35, 36, 37, 38, 39, 4, 40, 41, 42, 43, 45, 47, 49, 41, 42, 44, 46, 48, 5, 50, 5-А, 6, 7, 8, 9) [194,1569,1554,1626]
schedule-rows [194,505,1554,1373]
schedule-row: смт. Мар'янівка (вул. Б. Хмельницького ( 1, 11, 12, 13, 14, 15, 17, 2, 3, 4, 5, 6, 7, 8, 9),Гагаріна ( 1, 10, 11, 12, 14, 16, 2, 3, 4, 5, 6, 7, 8, 9), Галана ( 1, 10, 11, 12, 13, 14, 15, 16, 3, 4, 5, 6, 7, 8, 9), І. Франка( 1, 11, 13, 15, 17, 19, 2, 3, 4, 5, 6, 7, 8, 9), Гоголя( 1, 10, 11, 12, 13, 15, 17, 2, 3, 4, 5, 6, 7, 8, 9), Грушевського( 1, 2, 3, 4, 5, 6), Заводська( 1, 10, 11, 12, 13, 14, 15, 16, 3, 4, 5, 6, 7, 8, 9),Франка( 1, 10, 11, 12, 13, 14, 15, 16, 17, 18, 19, 2, 3, 4, 5, 6, 7, 8, 9), Лугова( 1, 10, 11, 12, 13, 14, 16, 18, 2, 20, 22, 24, 26, 28, 3, 30, 32, 34, 36, 38, 4, 5, 6, 7, 8, 9), Незалежності( 17, 20, 21, 22, 23, 25-А, 27, 29, 31, 32, 33, 33-А, 35, 39, 41, 43, 45, 47), Озерна ( 1, 10, 11, 12, 13, 14, 15, 16, 17, 18, 19, 1-Б, 2, 3, 4, 5, 6, 7, 8, 9), Поперечна ( 1, 2, 2-А, 3, 5),Соборна(14, 16, 18, 19, 19-А, 19-Б, 20, 21, 21-А, 22, 23, 24, 25, 26, 27, 29, 31, 33, 35, 37, 41, 45),Трудова( 2, 4, 5, 6, 8), Ювілейна( 1, 10, 11, 12, 14, 15, 17, 2, 21, 3, 4, 5, 6, 7, 9), с. Борисковичі, с. Брани [194,1626,1554,1696]
schedule-row: смт. Сенкевичівка (вул. Будки( 10, 11, 13, 18, 20, 21, 23, 24, 25, 27, 29, 31, 32, 33, 34, 35, 36, 37, 38, 39, 40, 41, 42, 43, 44, 45, 47, 48, 48-А, 49, 50, 52, 53, 54, 55, 56, 58, 59, 61, 62, 63, 64, 66, 68, 70, 72, 74, 80, 82, 84, 86, 9),Буковського( 1, 2, 3, 4, 5, 9), Вишнева( 1, 11, 13, 14, 2, 3, 4, 5, 7, 9),Гагаріна(1, 10, 11, 12, 13, 14, 15, 16, 17, 18, 19, 2, 20, 21, 22, 23, 25, 28, 30, 32, 34, 36, 38, 4, 40, 42, 44, 45, 46, 46-А, 47, 49, 5, 6, 7, 8, 9),Франка( 1, 101, 103, 105, 109, 11, 113, 115, 117, 119, 12, 121, 13, 14, 15, 16, 17, 23, 25, 29, 3, 35, 37, 39, 43, 45, 47, 49, 51, 53, 55, 57, 59, 6, 61, 63, 65, 67, 69, 7, 71, 73, 75, 77, 79, 8, 81, 83, 85, 87, 89, 91, 93, 95, 97, 99), Луцька( 33, 35, 38), Північна(69),Л. Шевченка(1, 101, 103, 105, 107, 109, 111, 113, 117, 119, 123, 125, 127, 129, 131, 133, 17, 23, 25, 29, 3, 35, 37, 39, 43, 45, 47, 49, 51, 53, 55, 57, 59, 6, 61, 63, 65, 67, 69, 7, 71, 73, 75, 77, 79, 8, 81, 83, 85, 87, 89, 91, 93, 95, 97, 99) , с. Губин (вул. Володимирська( 1, 10, 11, 13, 14, 15, 17, 18, 19, 2, 3, 4-А, 7, 8, 9-А, 9), Луцька( 109, 15, 17-А, 17-Б, 19, 20, 20-А, 21, 23, 24, 25, 26, 28, 30, 31, 32, 33, 33-А, 34, 35, 36, 38, 39, 40, 41, 42-А, 43, 45, 46, 46-А, 47, 48, 49, 50, 51, 52, 53, 54, 55, 57, 57-А, 59, 61, 62, 63-А, 64, 65, 66, 67), Молодіжна(1, 10-А, 11, 12, 13, 14, 15, 16, 16-А, 17, 18, 19, 2, 20, 21, 22, 24, 2-Б, 3, 5, 7, 9), Тиха( 1, 10, 11, 12, 13, 14, 2, 3, 4, 5, 7, 8, 9), с. Дубова Корчма, с. Угринів [194,752,1554,836]
